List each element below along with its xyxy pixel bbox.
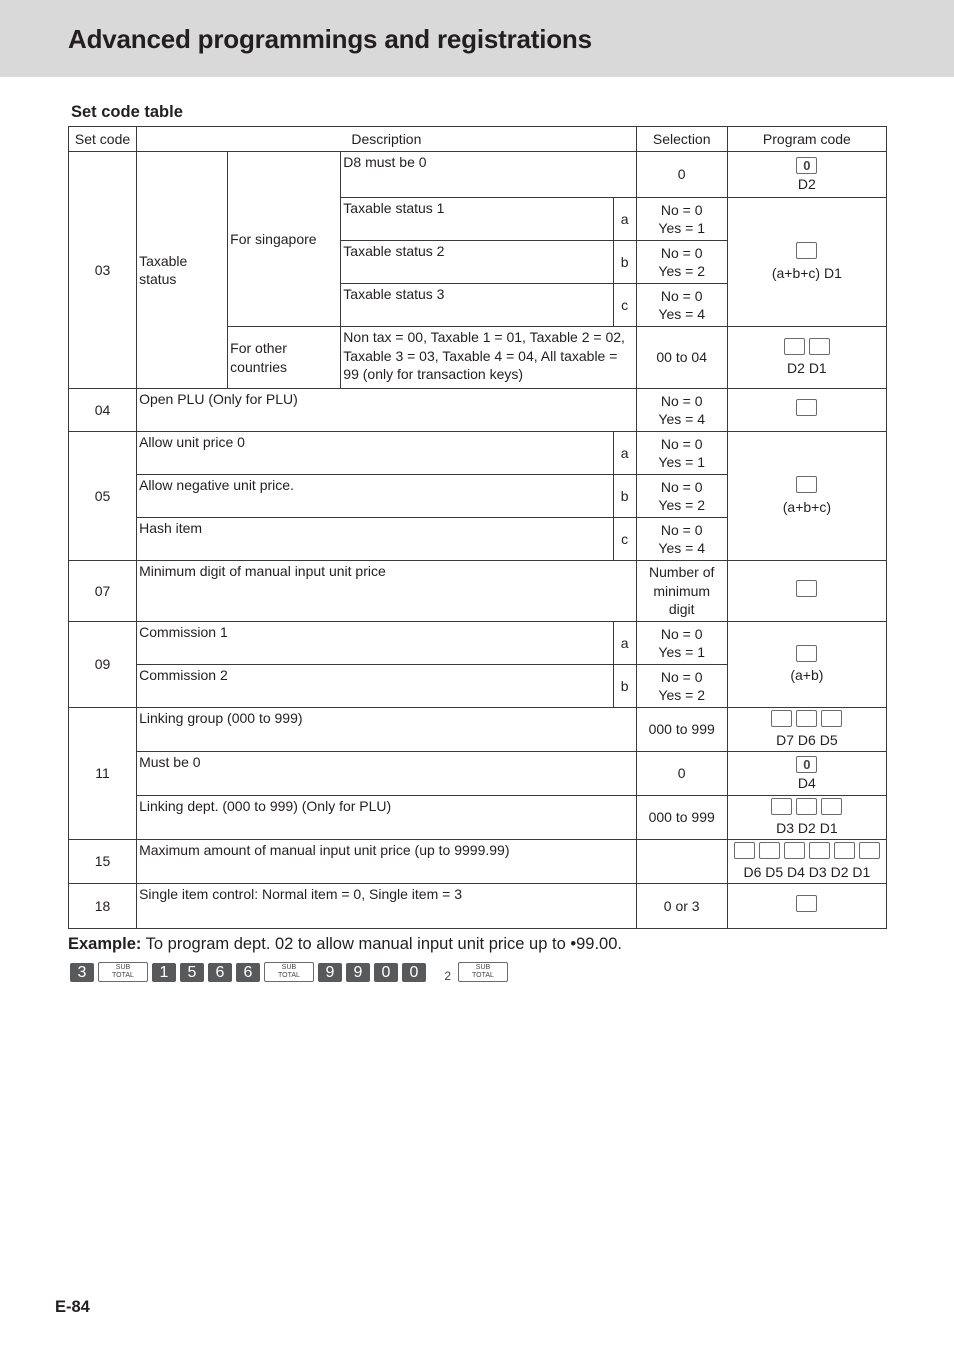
description-cell: Minimum digit of manual input unit price (137, 561, 637, 622)
program-digit-box (796, 580, 817, 597)
set-code-cell: 03 (69, 152, 137, 389)
letter-cell: b (613, 475, 636, 518)
description-cell: Linking group (000 to 999) (137, 708, 637, 752)
numeric-key: 9 (318, 963, 342, 982)
selection-cell (636, 432, 727, 475)
set-code-table (68, 126, 887, 929)
program-code-cell (727, 432, 886, 561)
selection-yes: Yes = 1 (658, 644, 705, 660)
selection-no: No = 0 (660, 625, 703, 642)
numeric-key: 5 (180, 963, 204, 982)
selection-cell: 000 to 999 (636, 796, 727, 840)
description-cell: Hash item (137, 518, 614, 561)
selection-yes: Yes = 2 (658, 687, 705, 703)
program-digit-box (771, 798, 792, 815)
description-cell: Non tax = 00, Taxable 1 = 01, Taxable 2 = 02, Taxable 3 = 03, Taxable 4 = 04, All taxable = 99 (only for transaction keys) (341, 327, 636, 389)
set-code-cell: 18 (69, 884, 137, 929)
program-digit-box (834, 842, 855, 859)
description-cell: Single item control: Normal item = 0, Single item = 3 (137, 884, 637, 929)
numeric-key: 3 (70, 963, 94, 982)
selection-cell (636, 622, 727, 665)
selection-yes: Yes = 4 (658, 306, 705, 322)
selection-yes: Yes = 4 (658, 540, 705, 556)
page-number: E-84 (55, 1298, 90, 1316)
table-row (69, 796, 887, 840)
letter-cell: a (613, 432, 636, 475)
numeric-key: 0 (402, 963, 426, 982)
set-code-cell: 07 (69, 561, 137, 622)
program-code-cell (727, 561, 886, 622)
taxable-status-cell: Taxable status (137, 152, 228, 389)
set-code-cell: 15 (69, 840, 137, 884)
section-title: Set code table (71, 103, 183, 121)
selection-no: No = 0 (660, 478, 703, 495)
selection-yes: Yes = 1 (658, 454, 705, 470)
subtotal-key (98, 962, 148, 982)
numeric-key: 6 (208, 963, 232, 982)
header-selection: Selection (636, 127, 727, 152)
description-cell: Taxable status 3 (341, 284, 613, 327)
description-cell: Commission 2 (137, 665, 614, 708)
selection-cell: 0 or 3 (636, 884, 727, 929)
subtotal-key (458, 962, 508, 982)
description-cell: Must be 0 (137, 752, 637, 796)
numeric-key: 9 (346, 963, 370, 982)
program-digit-box (796, 710, 817, 727)
header-description: Description (137, 127, 637, 152)
program-digit-box (796, 476, 817, 493)
program-digit-box (821, 798, 842, 815)
program-digit-box (759, 842, 780, 859)
selection-no: No = 0 (660, 521, 703, 538)
dept-key-number: 2 (444, 968, 451, 983)
selection-cell: 0 (636, 152, 727, 198)
selection-no: No = 0 (660, 244, 703, 261)
letter-cell: a (613, 622, 636, 665)
table-row (69, 622, 887, 665)
set-code-cell: 11 (69, 708, 137, 840)
program-digit-box (796, 895, 817, 912)
program-code-label: (a+b+c) D1 (771, 264, 842, 281)
selection-cell (636, 475, 727, 518)
selection-cell: Number of minimum digit (636, 561, 727, 622)
for-other-countries-cell: For other countries (228, 327, 341, 389)
program-code-cell (727, 152, 886, 198)
table-row (69, 561, 887, 622)
description-cell: Allow negative unit price. (137, 475, 614, 518)
selection-cell (636, 198, 727, 241)
set-code-cell: 09 (69, 622, 137, 708)
dept-key (430, 963, 454, 982)
subtotal-key-line1: SUB (115, 964, 131, 971)
program-code-label: D6 D5 D4 D3 D2 D1 (743, 864, 871, 880)
description-cell: Commission 1 (137, 622, 614, 665)
letter-cell: b (613, 665, 636, 708)
program-code-label: D4 (797, 774, 816, 791)
selection-yes: Yes = 2 (658, 263, 705, 279)
table-header-row (69, 127, 887, 152)
subtotal-key-line1: SUB (475, 964, 491, 971)
subtotal-key (264, 962, 314, 982)
description-cell: D8 must be 0 (341, 152, 636, 198)
selection-no: No = 0 (660, 392, 703, 409)
set-code-cell: 05 (69, 432, 137, 561)
set-code-cell: 04 (69, 389, 137, 432)
selection-cell (636, 241, 727, 284)
subtotal-key-line2: TOTAL (112, 972, 134, 979)
selection-cell: 00 to 04 (636, 327, 727, 389)
program-digit-box (784, 338, 805, 355)
program-code-cell (727, 708, 886, 752)
program-code-label: (a+b+c) (782, 498, 831, 515)
selection-yes: Yes = 2 (658, 497, 705, 513)
subtotal-key-line2: TOTAL (472, 972, 494, 979)
description-cell: Taxable status 1 (341, 198, 613, 241)
for-singapore-cell: For singapore (228, 152, 341, 327)
selection-no: No = 0 (660, 668, 703, 685)
table-row (69, 752, 887, 796)
description-cell: Linking dept. (000 to 999) (Only for PLU) (137, 796, 637, 840)
program-code-label: D2 D1 (787, 360, 827, 376)
program-code-cell (727, 198, 886, 327)
program-digit-box (796, 798, 817, 815)
program-code-cell (727, 884, 886, 929)
selection-cell (636, 665, 727, 708)
selection-cell (636, 840, 727, 884)
letter-cell: c (613, 518, 636, 561)
table-row (69, 708, 887, 752)
selection-cell (636, 518, 727, 561)
program-code-cell (727, 796, 886, 840)
program-code-label: D3 D2 D1 (776, 820, 838, 836)
program-digit-box (859, 842, 880, 859)
selection-yes: Yes = 1 (658, 220, 705, 236)
example-line (68, 935, 622, 954)
table-row (69, 152, 887, 198)
program-digit-box (821, 710, 842, 727)
program-digit-box: 0 (796, 756, 817, 773)
selection-no: No = 0 (660, 287, 703, 304)
letter-cell: b (613, 241, 636, 284)
description-cell: Allow unit price 0 (137, 432, 614, 475)
example-label: Example: (68, 935, 142, 953)
letter-cell: c (613, 284, 636, 327)
subtotal-key-line1: SUB (281, 964, 297, 971)
program-code-label: D2 (797, 175, 816, 192)
numeric-key: 1 (152, 963, 176, 982)
selection-cell: 000 to 999 (636, 708, 727, 752)
program-code-cell (727, 752, 886, 796)
table-row (69, 432, 887, 475)
program-code-label: D7 D6 D5 (776, 732, 838, 748)
table-row (69, 884, 887, 929)
program-digit-box: 0 (796, 157, 817, 174)
program-digit-box (796, 399, 817, 416)
description-cell: Open PLU (Only for PLU) (137, 389, 637, 432)
selection-no: No = 0 (660, 435, 703, 452)
selection-cell (636, 284, 727, 327)
selection-no: No = 0 (660, 201, 703, 218)
program-digit-box (796, 645, 817, 662)
page-title: Advanced programmings and registrations (68, 24, 592, 54)
program-code-label: (a+b) (790, 667, 824, 683)
description-cell: Maximum amount of manual input unit price (up to 9999.99) (137, 840, 637, 884)
numeric-key: 0 (374, 963, 398, 982)
selection-yes: Yes = 4 (658, 411, 705, 427)
subtotal-key-line2: TOTAL (278, 972, 300, 979)
program-code-cell (727, 622, 886, 708)
table-row (69, 840, 887, 884)
program-digit-box (784, 842, 805, 859)
header-program-code: Program code (727, 127, 886, 152)
program-digit-box (809, 338, 830, 355)
program-code-cell (727, 327, 886, 389)
program-digit-box (796, 242, 817, 259)
key-sequence (70, 962, 508, 982)
table-row (69, 389, 887, 432)
selection-cell (636, 389, 727, 432)
program-digit-box (734, 842, 755, 859)
letter-cell: a (613, 198, 636, 241)
program-code-cell (727, 840, 886, 884)
program-digit-box (771, 710, 792, 727)
example-text: To program dept. 02 to allow manual input unit price up to •99.00. (145, 935, 622, 953)
description-cell: Taxable status 2 (341, 241, 613, 284)
selection-cell: 0 (636, 752, 727, 796)
numeric-key: 6 (236, 963, 260, 982)
header-set-code: Set code (69, 127, 137, 152)
program-code-cell (727, 389, 886, 432)
program-digit-box (809, 842, 830, 859)
